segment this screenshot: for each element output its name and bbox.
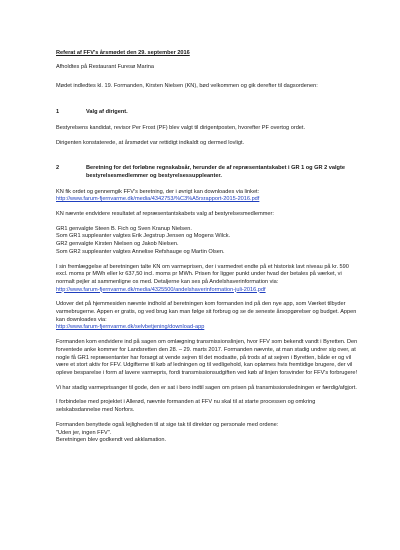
paragraph: Dirigenten konstaterede, at årsmødet var rettidigt indkaldt og dermed lovligt. [56,139,245,146]
section-number: 2 [56,165,60,172]
document-title: Referat af FFV's årsmødet den 29. september 2016 [56,50,190,56]
list-item: Som GR1 suppleanter valgtes Erik Jegstrup Jensen og Mogens Wilck. [56,233,231,240]
report-link-block [56,189,358,204]
venue-line: Afholdtes på Restaurant Furesø Marina [56,63,154,70]
paragraph: I sin fremlæggelse af beretningen talte KN om varmeprisen, der i varmedret endte på et historisk lavt niveau på kr. 590 excl. moms pr MWh eller kr 637,50 incl. moms pr MWh. Prisen for ligger punkt under hvad der betales på værket, vi normalt pejler at sammenligne os med. Detaljerne kan ses på Andelshaverinformation via: [56,263,349,285]
heating-price-block [56,264,358,295]
section-title: Beretning for det forløbne regnskabsår, herunder de af repræsentantskabet i GR 1 og GR 2 valgte bestyrelsesmedlemmer og bestyrelsessuppleanter. [86,165,345,179]
opening-paragraph: Mødet indledtes kl. 19. Formanden, Kirsten Nielsen (KN), bød velkommen og gik derefter til dagsordenen: [56,83,318,90]
app-download-link[interactable]: http://www.farum-fjernvarme.dk/selvbetjening/download-app [56,324,205,331]
paragraph: KN nævnte endvidere resultatet af repræsentantskabets valg af bestyrelsesmedlemmer: [56,211,274,218]
section-2-heading [56,165,358,180]
paragraph: Bestyrelsens kandidat, revisor Per Frost (PF) blev valgt til dirigentposten, hvorefter PF overtog ordet. [56,124,306,131]
paragraph: I forbindelse med projektet i Allerød, nævnte formanden at FFV nu skal til at starte processen og omkring selskabsdannelse med Norfors. [56,399,316,414]
section-1-heading [56,109,358,117]
paragraph: Beretningen blev godkendt ved akklamation. [56,437,167,444]
closing-block [56,422,358,445]
quote: "Uden jer, ingen FFV". [56,429,112,436]
shareholder-info-link[interactable]: http://www.farum-fjernvarme.dk/media/4325500/andelshaverinformation-juli-2016.pdf [56,286,266,293]
list-item: GR2 genvalgte Kirsten Nielsen og Jakob Nielsen. [56,241,179,248]
list-item: GR1 genvalgte Steen B. Fich og Sven Kranup Nielsen. [56,225,192,232]
list-item: Som GR2 suppleanter valgtes Annelise Refshauge og Martin Olsen. [56,248,225,255]
section-number: 1 [56,109,60,116]
paragraph: Udover det på hjemmesiden nævnte indhold af beretningen kom formanden ind på den nye app, som Værket tilbyder varmebrugerne. Appen er gratis, og ved brug kan man følge sit forbrug og se de seneste årsopgørelser og budget. Appen kan downloades via: [56,301,357,323]
paragraph: KN fik ordet og gennemgik FFV's beretning, der i øvrigt kan downloades via linket: [56,188,260,195]
paragraph: Formanden benyttede også lejligheden til at sige tak til direktør og personale med ordene: [56,421,279,428]
paragraph: Vi har stadig varmeprisanger til gode, den er sat i bero indtil sagen om prisen på transmissionsledningen er færdig/afgjort. [56,384,357,391]
section-title: Valg af dirigent. [86,109,128,116]
paragraph: Formanden kom endvidere ind på sagen om omlægning transmissionslinjen, hvor FFV som bekendt vandt i Byretten. Den forventede anke kommer for Landsretten den 28. – 29. marts 2017. Formanden nævnte, at man stadig undrer sig over, at nogle få GR1 repræsentanter har forsøgt at vende sejren til det modsatte, på trods af at sejren i Byretten, både er og vil være et stort aktiv for FFV. Udgifterne til køb af ledningen og til vedligehold, kan oplømes hvis fremtidige brugere, der vil opleve besparelse i form af lavere varmepris, fordi transmissionsudgiften ved køb af linjen forsvinder for FFV's forbrugere! [56,339,358,376]
annual-report-link[interactable]: http://www.farum-fjernvarme.dk/media/4342753/%C3%A5rsrapport-2015-2016.pdf [56,196,260,203]
election-results [56,226,358,257]
app-block [56,301,358,332]
